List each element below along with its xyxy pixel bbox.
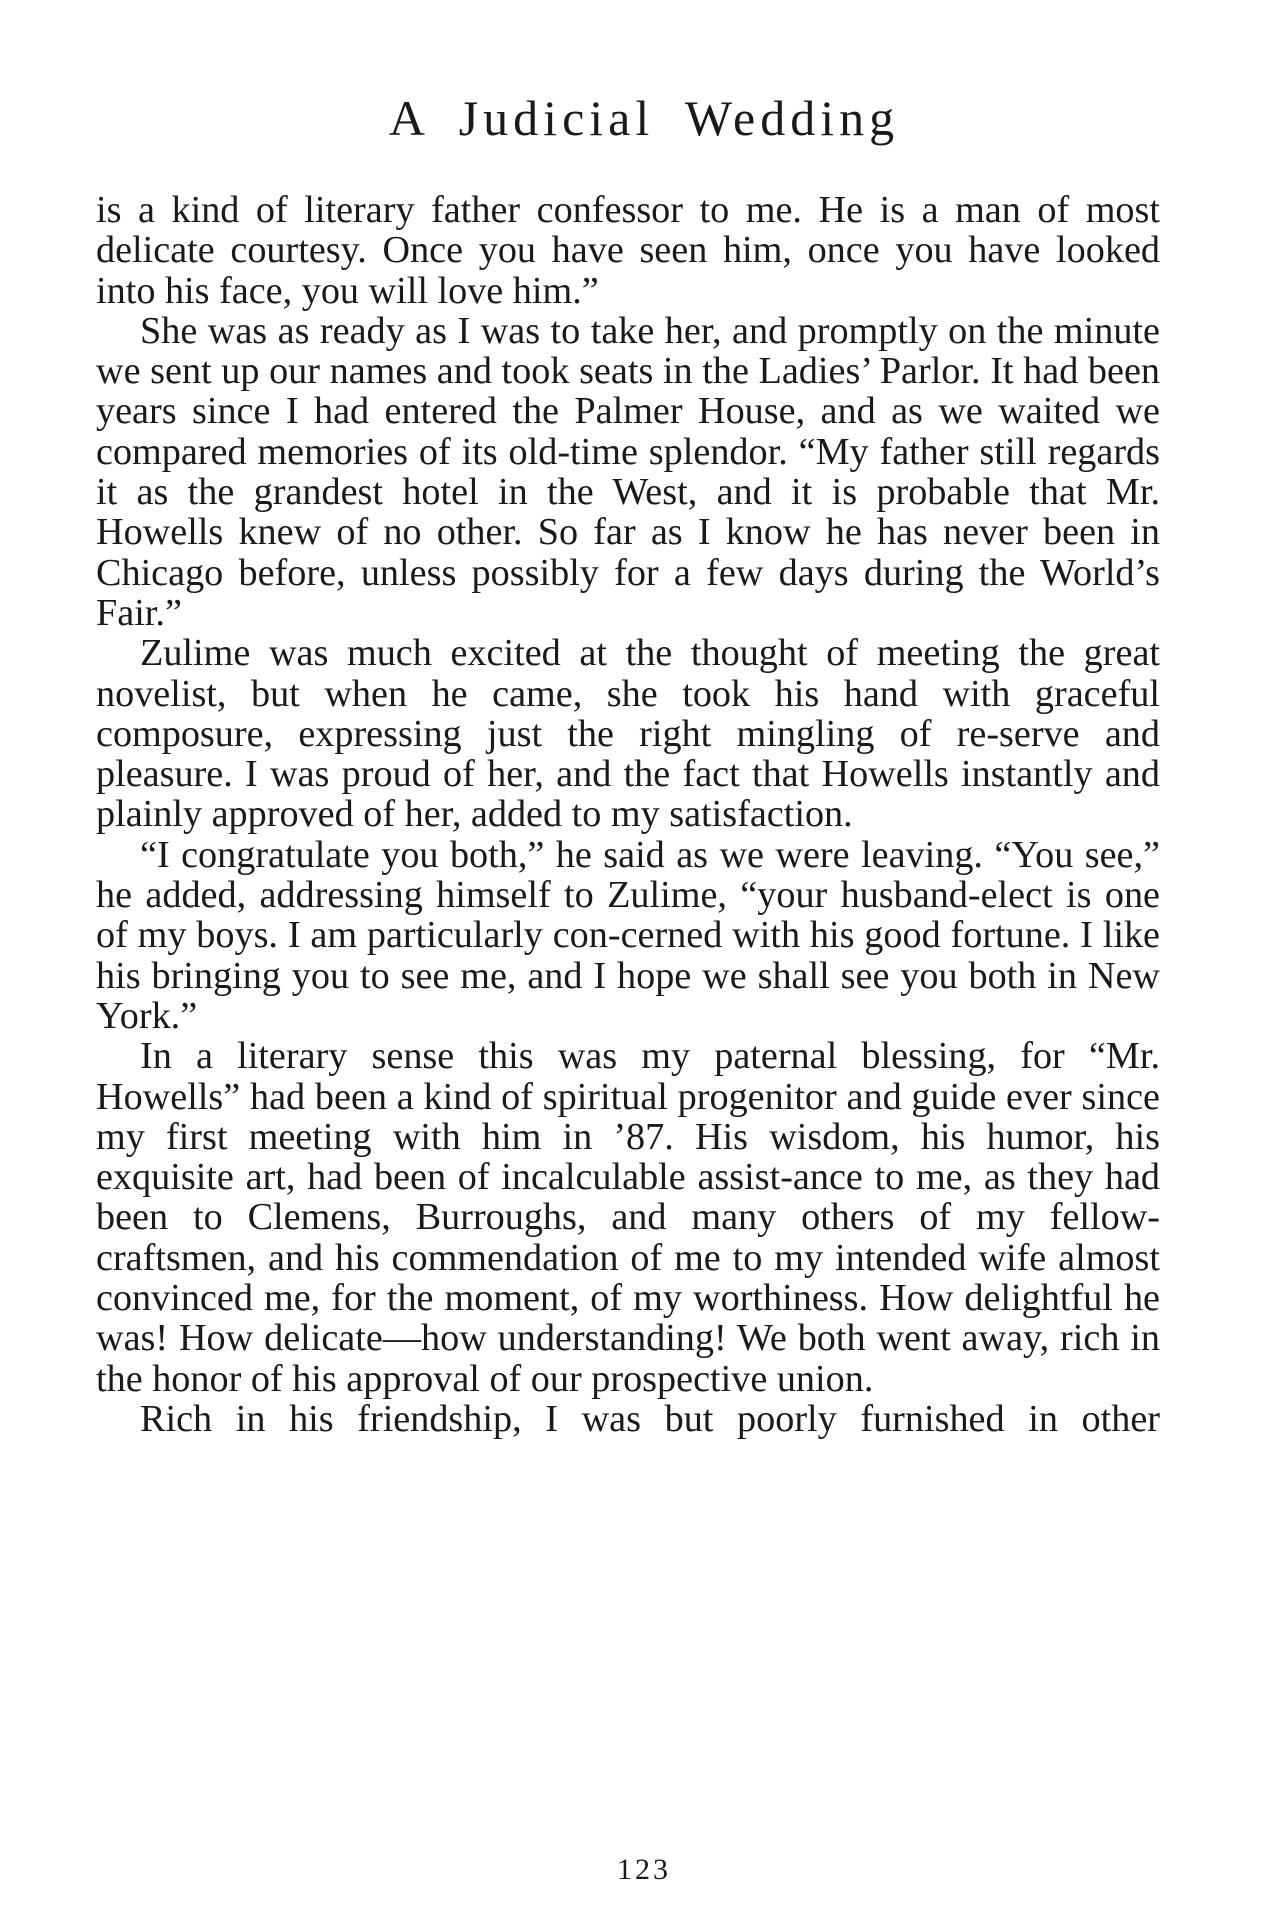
paragraph-rich-in-friendship: Rich in his friendship, I was but poorly furnished in other [140, 1397, 1160, 1440]
page-number: 123 [617, 1853, 671, 1886]
paragraph-congratulations: “I congratulate you both,” he said as we were leaving. “You see,” he added, addressing himself to Zulime, “your husband-elect is one of my boys. I am particularly con-cerned with his good fortune. I like his bringing you to see me, and I hope we shall see you both in New York.” [96, 833, 1160, 1037]
paragraph-continued: is a kind of literary father confessor to me. He is a man of most delicate courtesy. Once you have seen him, once you have looked into his face, you will love him.” [96, 189, 1160, 312]
running-head: A Judicial Wedding [388, 90, 900, 146]
paragraph-paternal-blessing: In a literary sense this was my paternal blessing, for “Mr. Howells” had been a kind of spiritual progenitor and guide ever since my first meeting with him in ’87. His wisdom, his humor, his exquisite art, had been of incalculable assist-ance to me, as they had been to Clemens, Burroughs, and many others of my fellow-craftsmen, and his commendation of me to my intended wife almost convinced me, for the moment, of my worthiness. How delightful he was! How delicate—how understanding! We both went away, rich in the honor of his approval of our prospective union. [96, 1035, 1160, 1400]
paragraph-palmer-house: She was as ready as I was to take her, and promptly on the minute we sent up our names and took seats in the Ladies’ Parlor. It had been years since I had entered the Palmer House, and as we waited we compared memories of its old-time splendor. “My father still regards it as the grandest hotel in the West, and it is probable that Mr. Howells knew of no other. So far as I know he has never been in Chicago before, unless possibly for a few days during the World’s Fair.” [96, 309, 1160, 634]
paragraph-zulime-meeting: Zulime was much excited at the thought of meeting the great novelist, but when he came, she took his hand with graceful composure, expressing just the right mingling of re-serve and pleasure. I was proud of her, and the fact that Howells instantly and plainly approved of her, added to my satisfaction. [96, 632, 1160, 836]
body-text [96, 190, 1160, 1439]
